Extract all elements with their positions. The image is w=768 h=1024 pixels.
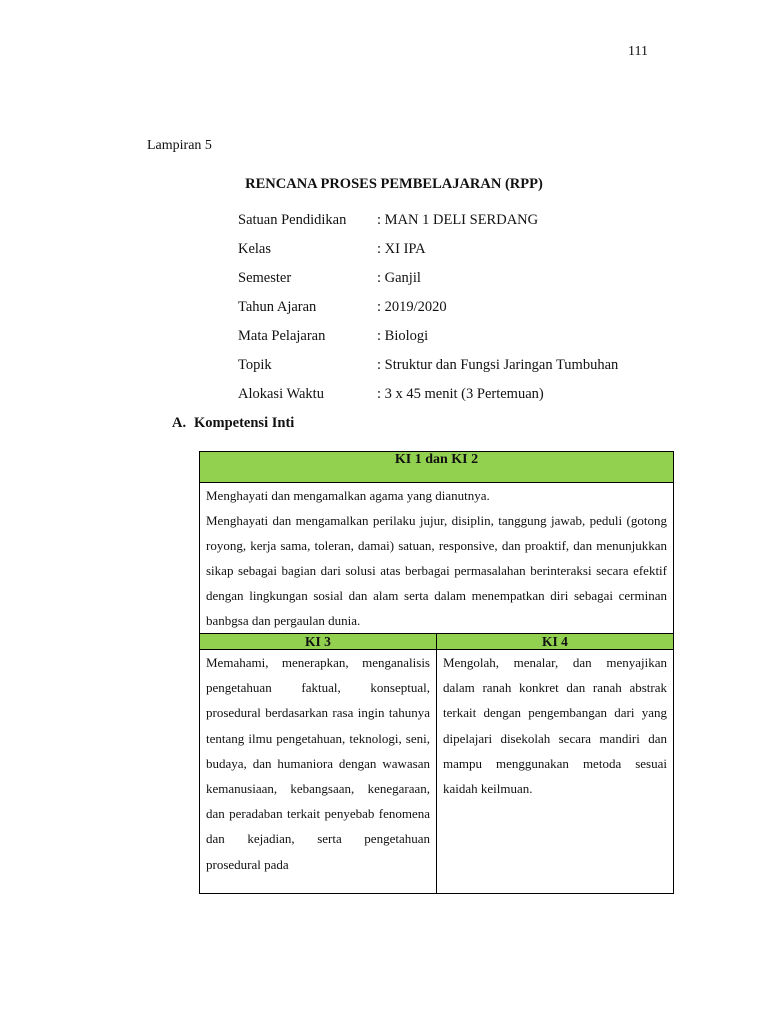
info-label: Semester [238,270,292,286]
info-value: : Struktur dan Fungsi Jaringan Tumbuhan [377,357,619,373]
cell-ki3 [200,650,437,894]
info-label: Tahun Ajaran [238,299,317,315]
header-ki12: KI 1 dan KI 2 [200,452,674,483]
section-title: Kompetensi Inti [194,415,295,431]
table-row [200,650,674,894]
info-row-tahun-ajaran [238,299,618,328]
header-ki3: KI 3 [200,634,437,650]
kompetensi-inti-table [199,451,674,894]
info-row-mata-pelajaran [238,328,618,357]
info-label: Mata Pelajaran [238,328,326,344]
header-ki4: KI 4 [437,634,674,650]
info-row-alokasi-waktu [238,386,618,415]
ki12-paragraph-2: Menghayati dan mengamalkan perilaku jujur, disiplin, tanggung jawab, peduli (gotong royong, kerja sama, toleran, damai) satuan, responsive, dan proaktif, dan menunjukkan sikap sebagai bagian dari solusi atas berbagai permasalahan berinteraksi secara efektif dengan lingkungan sosial dan alam serta dalam menempatkan diri sebagai cerminan banbgsa dan pergaulan dunia. [206,513,667,628]
table-row [200,634,674,650]
info-value: : 3 x 45 menit (3 Pertemuan) [377,386,544,402]
document-title: RENCANA PROSES PEMBELAJARAN (RPP) [245,176,543,192]
cell-ki4: Mengolah, menalar, dan menyajikan dalam ranah konkret dan ranah abstrak terkait dengan pengembangan dari yang dipelajari disekolah secara mandiri dan mampu menggunakan metoda sesuai kaidah keilmuan. [437,650,674,894]
info-row-topik [238,357,618,386]
cell-ki12 [200,483,674,634]
info-value: : Biologi [377,328,429,344]
identity-info [238,212,618,415]
section-number: A. [172,415,187,431]
info-row-semester [238,270,618,299]
appendix-label: Lampiran 5 [147,138,212,153]
table-row [200,452,674,483]
section-heading [172,415,294,432]
info-value: : Ganjil [377,270,421,286]
info-label: Topik [238,357,272,373]
ki12-paragraph-1: Menghayati dan mengamalkan agama yang dianutnya. [206,488,490,503]
info-value: : MAN 1 DELI SERDANG [377,212,539,228]
info-label: Alokasi Waktu [238,386,324,402]
info-value: : 2019/2020 [377,299,447,315]
info-value: : XI IPA [377,241,426,257]
ki3-text: Memahami, menerapkan, menganalisis pengetahuan faktual, konseptual, prosedural berdasarkan rasa ingin tahunya tentang ilmu pengetahuan, teknologi, seni, budaya, dan humaniora dengan wawasan kemanusiaan, kebangsaan, kenegaraan, dan peradaban terkait penyebab fenomena dan kejadian, serta pengetahuan prosedural pada [206,655,430,872]
info-row-kelas [238,241,618,270]
page-number: 111 [628,44,648,59]
table-row [200,483,674,634]
info-label: Kelas [238,241,272,257]
info-label: Satuan Pendidikan [238,212,347,228]
info-row-satuan-pendidikan [238,212,618,241]
